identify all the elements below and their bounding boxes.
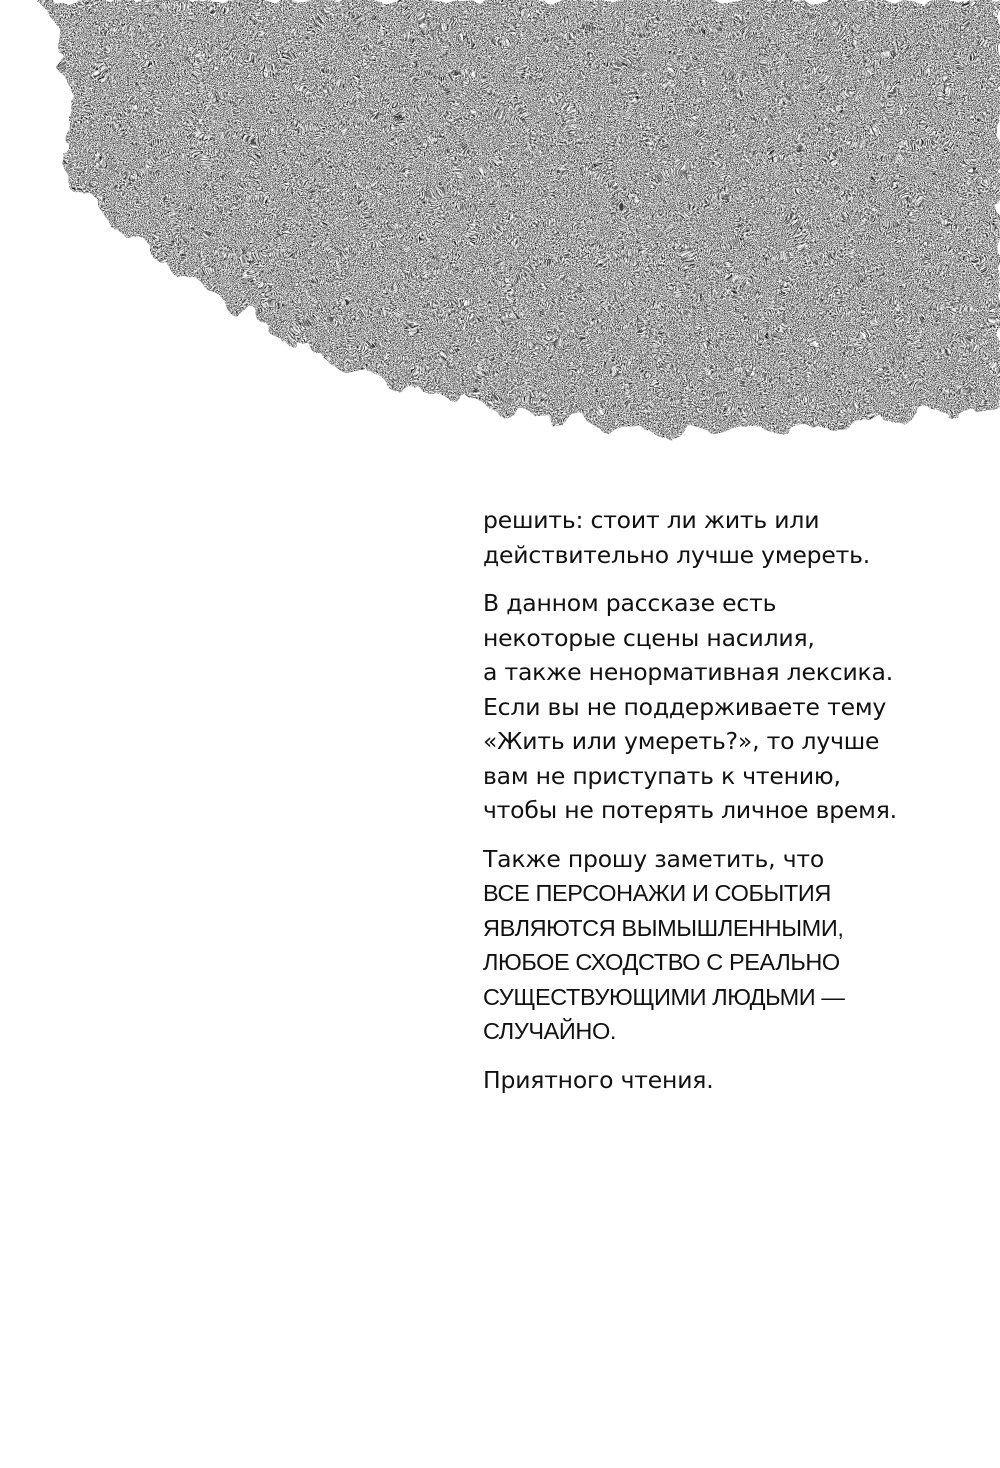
text-line: Если вы не поддерживаете тему	[483, 692, 887, 721]
paragraph-disclaimer	[483, 842, 983, 1049]
text-line: Приятного чтения.	[483, 1065, 714, 1094]
text-line-caps: СЛУЧАЙНО.	[483, 1018, 616, 1044]
paragraph-closing	[483, 1063, 983, 1098]
paragraph-content-warning	[483, 586, 983, 828]
paragraph-decision	[483, 503, 983, 572]
text-line: некоторые сцены насилия,	[483, 623, 815, 652]
text-line: а также ненормативная лексика.	[483, 658, 893, 686]
notice-text	[483, 503, 983, 1111]
text-line: В данном рассказе есть	[483, 589, 777, 617]
text-line: вам не приступать к чтению,	[483, 761, 841, 790]
charcoal-brush-stroke-icon	[0, 0, 1000, 460]
text-line: «Жить или умереть?», то лучше	[483, 727, 880, 755]
text-line: Также прошу заметить, что	[483, 844, 825, 873]
text-line: решить: стоит ли жить или	[483, 506, 820, 534]
text-line-caps: ЛЮБОЕ СХОДСТВО С РЕАЛЬНО	[483, 949, 840, 975]
text-line: действительно лучше умереть.	[483, 540, 871, 569]
text-line-caps: ЯВЛЯЮТСЯ ВЫМЫШЛЕННЫМИ,	[483, 914, 844, 941]
text-line-caps: СУЩЕСТВУЮЩИМИ ЛЮДЬМИ —	[483, 983, 845, 1010]
text-line: чтобы не потерять личное время.	[483, 796, 897, 824]
text-line-caps: ВСЕ ПЕРСОНАЖИ И СОБЫТИЯ	[483, 880, 831, 906]
